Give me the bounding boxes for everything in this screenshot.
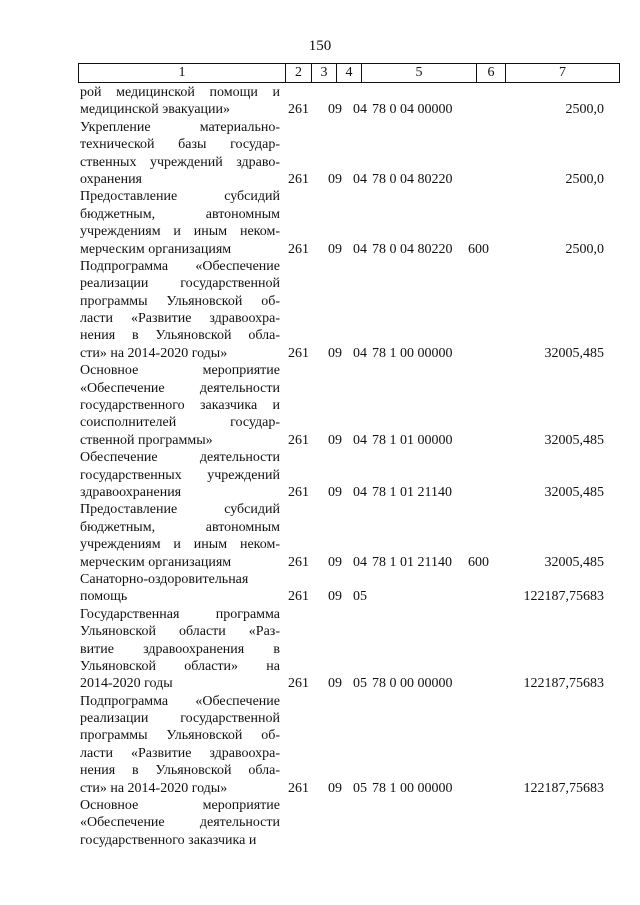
header-col-2: 2	[286, 64, 312, 83]
subsection-code: 04	[353, 241, 367, 257]
section-code: 09	[328, 241, 342, 257]
description-line: Основное мероприятие	[80, 798, 280, 814]
grbs-code: 261	[288, 554, 309, 570]
target-article-code: 78 1 01 21140	[372, 554, 452, 570]
target-article-code: 78 1 00 00000	[372, 345, 453, 361]
description-line: Государственная программа	[80, 606, 280, 622]
header-col-1: 1	[79, 64, 286, 83]
section-code: 09	[328, 171, 342, 187]
amount: 32005,485	[544, 432, 604, 448]
description-line: Укрепление материально-	[80, 119, 280, 135]
table-row	[0, 84, 640, 119]
header-col-6: 6	[477, 64, 506, 83]
section-code: 09	[328, 589, 342, 605]
subsection-code: 04	[353, 432, 367, 448]
budget-rows	[0, 84, 640, 849]
row-codes	[0, 780, 640, 797]
header-col-7: 7	[506, 64, 620, 83]
description-line: мерческим организациям	[80, 554, 232, 570]
section-code: 09	[328, 484, 342, 500]
target-article-code: 78 1 01 21140	[372, 484, 452, 500]
target-article-code: 78 0 00 00000	[372, 676, 453, 692]
amount: 122187,75683	[523, 780, 604, 796]
description-line: Подпрограмма «Обеспечение	[80, 258, 280, 274]
description-line: «Обеспечение деятельности	[80, 380, 280, 396]
description-line: медицинской эвакуации»	[80, 102, 231, 118]
description-line: ственной программы»	[80, 432, 213, 448]
section-code: 09	[328, 102, 342, 118]
grbs-code: 261	[288, 432, 309, 448]
table-row	[0, 449, 640, 501]
grbs-code: 261	[288, 589, 309, 605]
subsection-code: 05	[353, 589, 367, 605]
description-line: помощь	[80, 589, 128, 605]
amount: 122187,75683	[523, 589, 604, 605]
description-line: бюджетным, автономным	[80, 206, 280, 222]
description-line: сти» на 2014-2020 годы»	[80, 780, 228, 796]
grbs-code: 261	[288, 171, 309, 187]
page-number: 150	[308, 38, 332, 54]
description-line: ласти «Развитие здравоохра-	[80, 745, 280, 761]
description-line: государственного заказчика и	[80, 398, 280, 414]
description-line: Обеспечение деятельности	[80, 450, 280, 466]
description-line: реализации государственной	[80, 711, 280, 727]
subsection-code: 04	[353, 102, 367, 118]
target-article-code: 78 0 04 80220	[372, 171, 453, 187]
description-line: рой медицинской помощи и	[80, 85, 280, 100]
target-article-code: 78 0 04 00000	[372, 102, 453, 118]
row-codes	[0, 554, 640, 571]
description-line: «Обеспечение деятельности	[80, 815, 280, 831]
description-line: соисполнителей государ-	[80, 415, 280, 431]
section-code: 09	[328, 780, 342, 796]
description-line: мерческим организациям	[80, 241, 232, 257]
description-line: здравоохранения	[80, 484, 182, 500]
description-line: учреждениям и иным неком-	[80, 224, 280, 240]
description-line: реализации государственной	[80, 276, 280, 292]
grbs-code: 261	[288, 780, 309, 796]
description-line: бюджетным, автономным	[80, 519, 280, 535]
subsection-code: 04	[353, 554, 367, 570]
expense-type-code: 600	[468, 241, 489, 257]
grbs-code: 261	[288, 676, 309, 692]
row-codes	[0, 832, 640, 849]
section-code: 09	[328, 676, 342, 692]
description-line: программы Ульяновской об-	[80, 728, 280, 744]
grbs-code: 261	[288, 102, 309, 118]
description-line: Санаторно-оздоровительная	[80, 571, 249, 587]
table-row	[0, 188, 640, 258]
row-codes	[0, 675, 640, 692]
description-line: государственных учреждений	[80, 467, 280, 483]
description-line: нения в Ульяновской обла-	[80, 328, 280, 344]
description-line: программы Ульяновской об-	[80, 293, 280, 309]
grbs-code: 261	[288, 484, 309, 500]
grbs-code: 261	[288, 345, 309, 361]
description-line: Ульяновской области» на	[80, 658, 280, 674]
row-codes	[0, 588, 640, 605]
table-row	[0, 501, 640, 571]
subsection-code: 04	[353, 171, 367, 187]
description-line: нения в Ульяновской обла-	[80, 763, 280, 779]
column-header-table	[78, 63, 620, 83]
table-row	[0, 362, 640, 449]
row-codes	[0, 484, 640, 501]
amount: 32005,485	[544, 345, 604, 361]
description-line: охранения	[80, 171, 142, 187]
description-line: учреждениям и иным неком-	[80, 537, 280, 553]
description-line: витие здравоохранения в	[80, 641, 280, 657]
grbs-code: 261	[288, 241, 309, 257]
row-codes	[0, 432, 640, 449]
table-row	[0, 693, 640, 797]
description-line: Основное мероприятие	[80, 363, 280, 379]
table-row	[0, 258, 640, 362]
description-line: ственных учреждений здраво-	[80, 154, 280, 170]
row-codes	[0, 101, 640, 118]
section-code: 09	[328, 554, 342, 570]
row-codes	[0, 345, 640, 362]
table-row	[0, 797, 640, 849]
section-code: 09	[328, 345, 342, 361]
header-col-4: 4	[337, 64, 362, 83]
header-col-3: 3	[312, 64, 337, 83]
description-line: Предоставление субсидий	[80, 189, 280, 205]
row-codes	[0, 171, 640, 188]
description-line: 2014-2020 годы	[80, 676, 173, 692]
table-row	[0, 571, 640, 606]
target-article-code: 78 1 00 00000	[372, 780, 453, 796]
table-row	[0, 606, 640, 693]
description-line: технической базы государ-	[80, 137, 280, 153]
row-codes	[0, 241, 640, 258]
header-col-5: 5	[362, 64, 477, 83]
description-line: сти» на 2014-2020 годы»	[80, 345, 228, 361]
description-line: государственного заказчика и	[80, 832, 257, 848]
section-code: 09	[328, 432, 342, 448]
description-line: Подпрограмма «Обеспечение	[80, 693, 280, 709]
amount: 2500,0	[565, 171, 604, 187]
amount: 2500,0	[565, 241, 604, 257]
description-line: Предоставление субсидий	[80, 502, 280, 518]
subsection-code: 05	[353, 780, 367, 796]
target-article-code: 78 1 01 00000	[372, 432, 453, 448]
subsection-code: 05	[353, 676, 367, 692]
description-line: Ульяновской области «Раз-	[80, 624, 280, 640]
subsection-code: 04	[353, 484, 367, 500]
amount: 2500,0	[565, 102, 604, 118]
amount: 32005,485	[544, 554, 604, 570]
amount: 32005,485	[544, 484, 604, 500]
table-row	[0, 119, 640, 189]
target-article-code: 78 0 04 80220	[372, 241, 453, 257]
amount: 122187,75683	[523, 676, 604, 692]
expense-type-code: 600	[468, 554, 489, 570]
subsection-code: 04	[353, 345, 367, 361]
description-line: ласти «Развитие здравоохра-	[80, 311, 280, 327]
